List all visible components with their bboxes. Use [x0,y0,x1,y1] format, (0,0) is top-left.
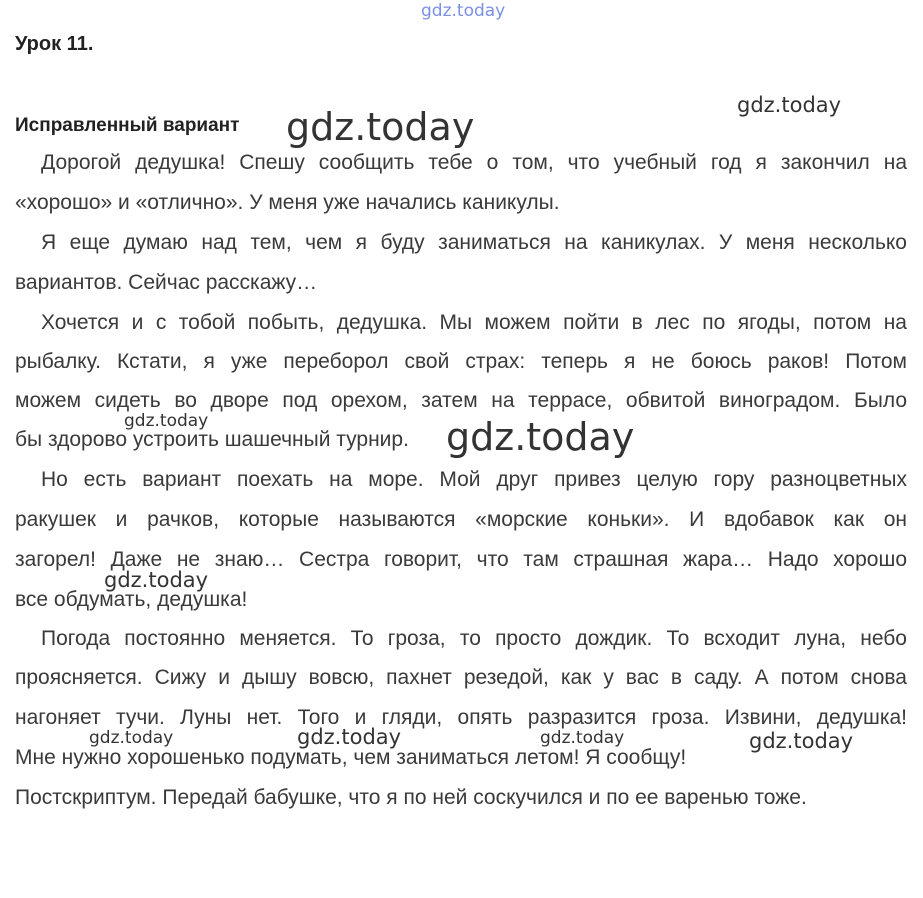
text-line-17: Постскриптум. Передай бабушке, что я по ней соскучился и по ее варенью тоже. [15,786,807,809]
watermark-large-1: gdz.today [286,105,475,149]
watermark-large-2: gdz.today [446,415,635,459]
text-line-12: все обдумать, дедушка! [15,588,248,611]
watermark-small-3: gdz.today [540,728,625,748]
text-line-15: нагоняет тучи. Луны нет. Того и гляди, опять разразится гроза. Извини, дедушка! [15,706,907,729]
watermark-medium-2: gdz.today [104,568,209,592]
text-line-3: Я еще думаю над тем, чем я буду заниматься на каникулах. У меня несколько [41,231,907,254]
watermark-medium-1: gdz.today [737,93,842,117]
text-line-2: «хорошо» и «отлично». У меня уже начались каникулы. [15,191,560,214]
text-line-10: ракушек и рачков, которые называются «морские коньки». И вдобавок как он [15,508,907,531]
text-line-6: рыбалку. Кстати, я уже переборол свой страх: теперь я не боюсь раков! Потом [15,350,907,373]
text-line-14: проясняется. Сижу и дышу вовсю, пахнет резедой, как у вас в саду. А потом снова [15,666,907,689]
text-line-11: загорел! Даже не знаю… Сестра говорит, что там страшная жара… Надо хорошо [15,548,907,571]
watermark-small-2: gdz.today [89,728,174,748]
text-line-13: Погода постоянно меняется. То гроза, то просто дождик. То всходит луна, небо [41,627,907,650]
text-line-7: можем сидеть во дворе под орехом, затем на террасе, обвитой виноградом. Было [15,389,907,412]
lesson-title: Урок 11. [15,33,94,55]
section-title: Исправленный вариант [15,115,240,136]
watermark-small-1: gdz.today [124,411,209,431]
watermark-medium-4: gdz.today [749,729,854,753]
watermark-top: gdz.today [421,1,506,21]
text-line-1: Дорогой дедушка! Спешу сообщить тебе о том, что учебный год я закончил на [41,151,907,174]
text-line-5: Хочется и с тобой побыть, дедушка. Мы можем пойти в лес по ягоды, потом на [41,311,907,334]
text-line-16: Мне нужно хорошенько подумать, чем заниматься летом! Я сообщу! [15,746,687,769]
text-line-9: Но есть вариант поехать на море. Мой друг привез целую гору разноцветных [41,468,907,491]
text-line-8: бы здорово устроить шашечный турнир. [15,428,409,451]
text-line-4: вариантов. Сейчас расскажу… [15,271,318,294]
watermark-medium-3: gdz.today [297,725,402,749]
